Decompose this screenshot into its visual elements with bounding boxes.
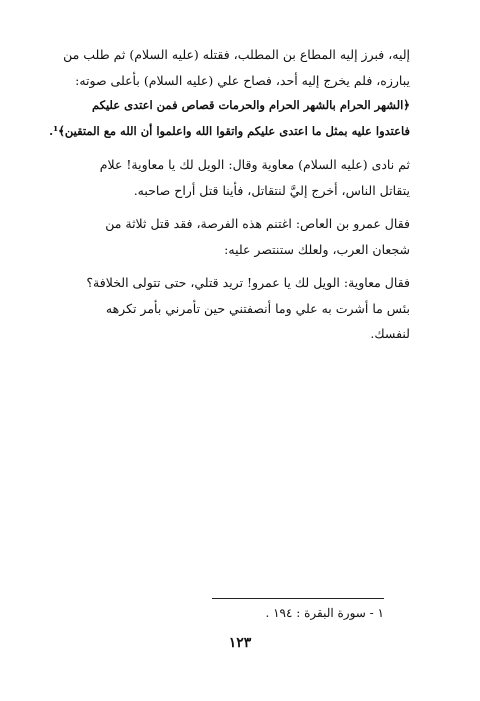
- text-line: يبارزه، فلم يخرج إليه أحد، فصاح علي (عليه السلام) بأعلى صوته:: [75, 72, 410, 88]
- footnote-separator: [212, 598, 384, 599]
- text-line: فقال معاوية: الويل لك يا عمرو! تريد قتلي، حتى تتولى الخلافة؟: [86, 275, 410, 290]
- paragraph-1: [49, 42, 410, 144]
- paragraph-4: [70, 270, 410, 347]
- quran-verse-line: ﴿الشهر الحرام بالشهر الحرام والحرمات قصاص فمن اعتدى عليكم: [91, 98, 410, 112]
- paragraph-2: [70, 152, 410, 203]
- text-line: يتقاتل الناس، أخرج إليَّ لنتقاتل، فأينا قتل أراح صاحبه.: [133, 182, 410, 198]
- text-line: شجعان العرب، ولعلك ستنتصر عليه:: [224, 241, 410, 257]
- text-line: فقال عمرو بن العاص: اغتنم هذه الفرصة، فقد قتل ثلاثة من: [105, 216, 410, 231]
- text-line: ثم نادى (عليه السلام) معاوية وقال: الويل لك يا معاوية! علام: [99, 157, 410, 172]
- text-line: بئس ما أشرت به علي وما أنصفتني حين تأمرني بأمر تكرهه: [105, 300, 410, 316]
- text-line: لنفسك.: [370, 326, 410, 341]
- paragraph-3: [70, 211, 410, 262]
- quran-verse-line: فاعتدوا عليه بمثل ما اعتدى عليكم واتقوا الله واعلموا أن الله مع المتقين﴾¹.: [49, 123, 410, 138]
- text-line: إليه، فبرز إليه المطاع بن المطلب، فقتله (عليه السلام) ثم طلب من: [63, 47, 410, 62]
- body-text: [49, 42, 410, 347]
- footnote: ١ - سورة البقرة : ١٩٤ .: [265, 606, 384, 620]
- page-number: ١٢٣: [228, 635, 252, 651]
